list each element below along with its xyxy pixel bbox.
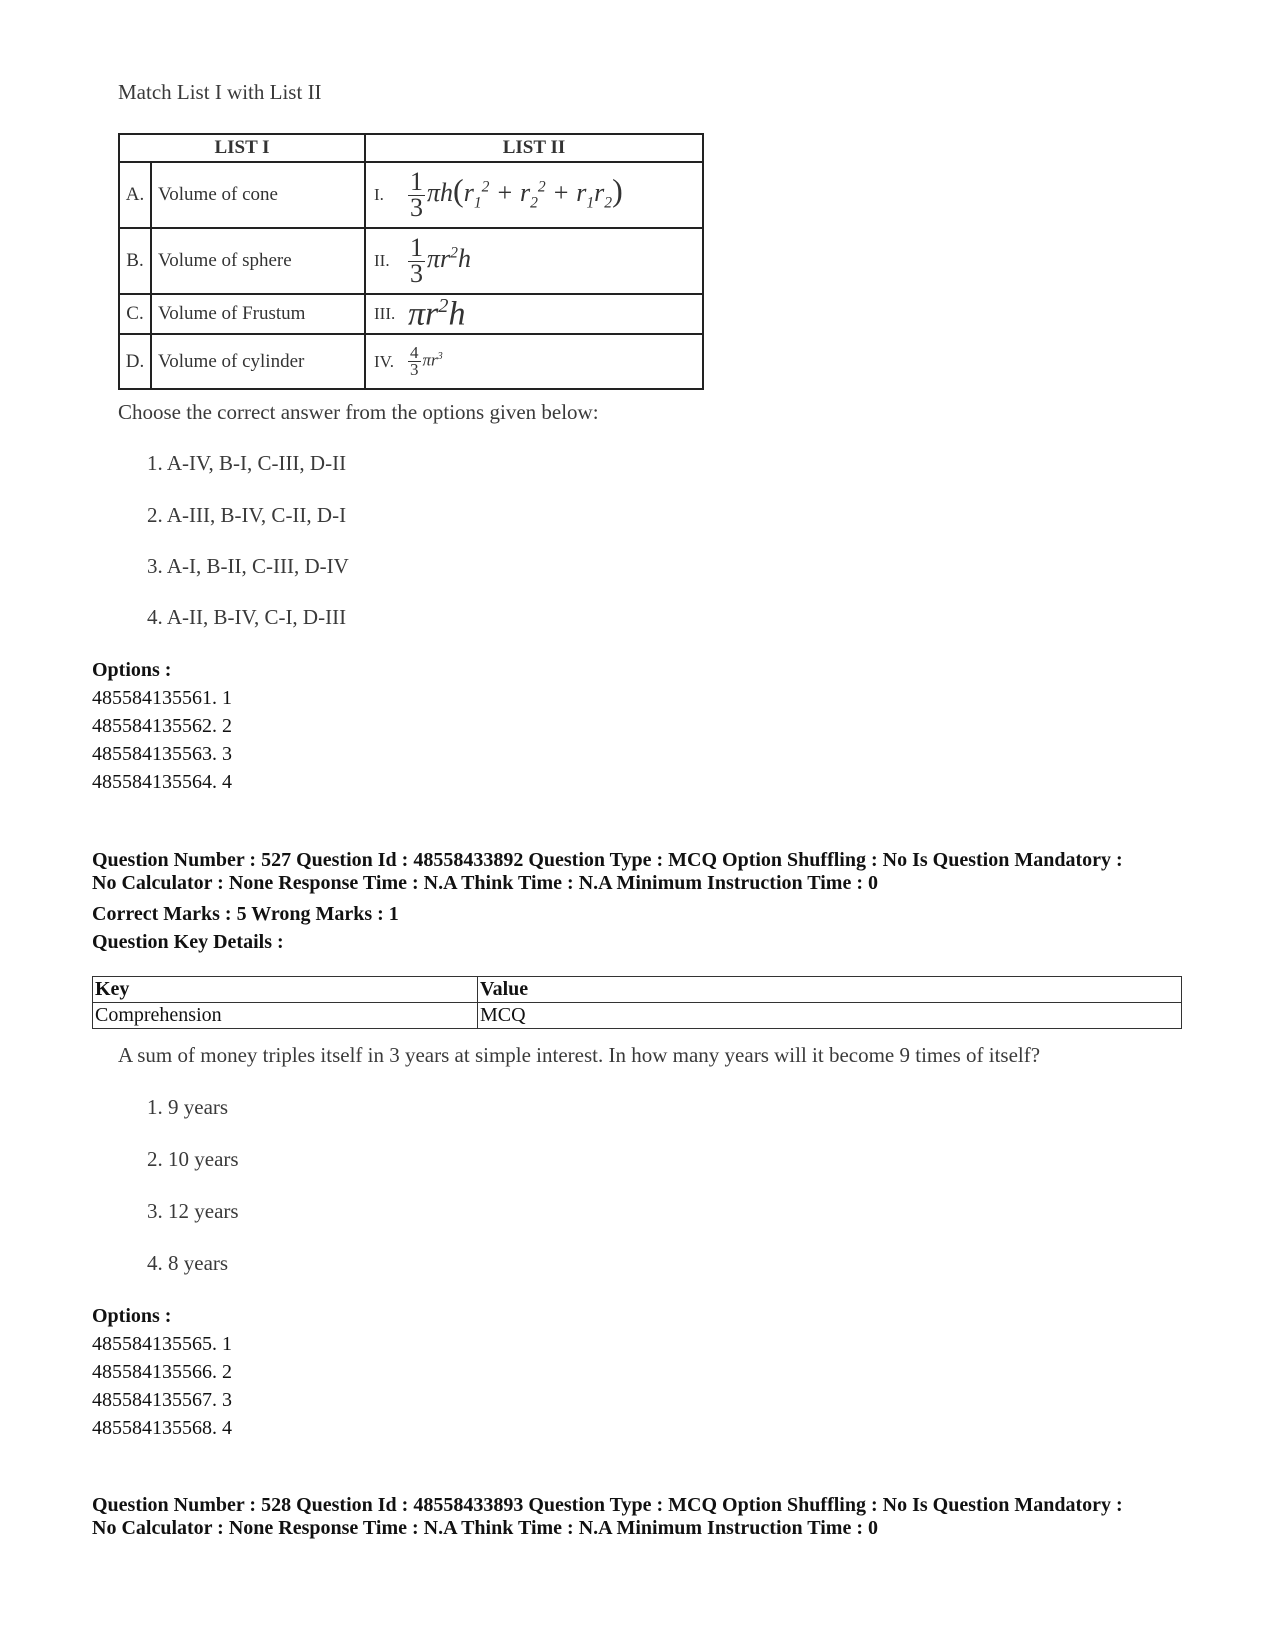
options-label: Options : <box>92 659 172 681</box>
question-text: A sum of money triples itself in 3 years at simple interest. In how many years will it become 9 times of itself? <box>118 1043 1041 1067</box>
options-label: Options : <box>92 1305 172 1327</box>
option-id: 485584135568. 4 <box>92 1417 232 1439</box>
row-letter: A. <box>119 162 151 228</box>
list-ii-header: LIST II <box>365 134 703 162</box>
formula-sphere: $\frac{4}{3}$ $\pi r^3$ <box>406 334 703 389</box>
formula-frustum: $\frac{1}{3}$ $\pi h(r_1^2 + r_2^2 + r_1r_2)$ <box>406 162 703 228</box>
option-id: 485584135566. 2 <box>92 1361 232 1383</box>
list-i-header: LIST I <box>119 134 365 162</box>
row-letter: B. <box>119 228 151 294</box>
row-numeral: IV. <box>365 334 406 389</box>
row-numeral: II. <box>365 228 406 294</box>
option-id: 485584135563. 3 <box>92 743 232 765</box>
formula-cone: $\frac{1}{3}$ $\pi r^2h$ <box>406 228 703 294</box>
choice-item: 4. A-II, B-IV, C-I, D-III <box>147 605 347 629</box>
table-row <box>119 228 703 294</box>
table-row <box>119 294 703 334</box>
choice-item: 2. 10 years <box>147 1147 239 1171</box>
choice-item: 3. A-I, B-II, C-III, D-IV <box>147 554 349 578</box>
choice-item: 3. 12 years <box>147 1199 239 1223</box>
table-row <box>119 162 703 228</box>
row-item: Volume of sphere <box>151 228 365 294</box>
option-id: 485584135565. 1 <box>92 1333 232 1355</box>
question-meta <box>92 1494 1202 1540</box>
option-id: 485584135562. 2 <box>92 715 232 737</box>
answer-prompt: Choose the correct answer from the options given below: <box>118 400 599 424</box>
row-item: Volume of Frustum <box>151 294 365 334</box>
question-heading: Match List I with List II <box>118 80 322 104</box>
table-row <box>93 977 1182 1003</box>
key-cell: Comprehension <box>93 1003 478 1029</box>
match-table <box>118 133 704 390</box>
choice-item: 2. A-III, B-IV, C-II, D-I <box>147 503 347 527</box>
option-id: 485584135567. 3 <box>92 1389 232 1411</box>
row-item: Volume of cylinder <box>151 334 365 389</box>
row-numeral: III. <box>365 294 406 334</box>
key-details-label: Question Key Details : <box>92 931 284 953</box>
question-meta-line: Question Number : 528 Question Id : 48558433893 Question Type : MCQ Option Shuffling : No Is Question Mandatory : <box>92 1494 1123 1516</box>
key-header: Key <box>93 977 478 1003</box>
question-meta <box>92 849 1202 895</box>
value-cell: MCQ <box>478 1003 1182 1029</box>
question-meta-line: No Calculator : None Response Time : N.A Think Time : N.A Minimum Instruction Time : 0 <box>92 1517 878 1539</box>
choice-item: 1. 9 years <box>147 1095 229 1119</box>
question-meta-line: Question Number : 527 Question Id : 48558433892 Question Type : MCQ Option Shuffling : No Is Question Mandatory : <box>92 849 1123 871</box>
option-id: 485584135561. 1 <box>92 687 232 709</box>
row-letter: D. <box>119 334 151 389</box>
match-table-header <box>119 134 703 162</box>
table-row <box>119 334 703 389</box>
row-letter: C. <box>119 294 151 334</box>
formula-cylinder: $\pi r^2h$ <box>406 294 703 334</box>
marks-line: Correct Marks : 5 Wrong Marks : 1 <box>92 903 399 925</box>
choice-item: 1. A-IV, B-I, C-III, D-II <box>147 451 347 475</box>
table-row <box>93 1003 1182 1029</box>
key-details-table <box>92 976 1182 1029</box>
row-item: Volume of cone <box>151 162 365 228</box>
row-numeral: I. <box>365 162 406 228</box>
option-id: 485584135564. 4 <box>92 771 232 793</box>
value-header: Value <box>478 977 1182 1003</box>
choice-item: 4. 8 years <box>147 1251 229 1275</box>
question-meta-line: No Calculator : None Response Time : N.A Think Time : N.A Minimum Instruction Time : 0 <box>92 872 878 894</box>
